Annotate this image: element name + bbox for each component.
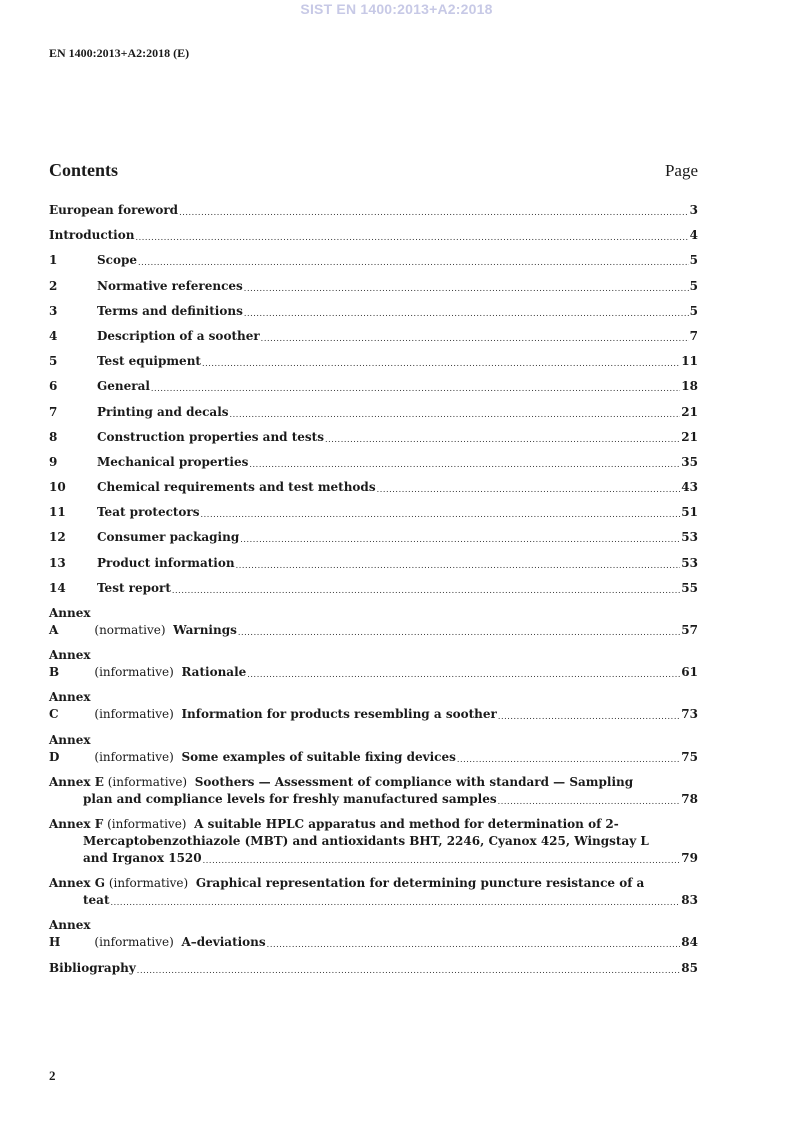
dot-leader xyxy=(179,206,689,219)
dot-leader xyxy=(377,483,681,496)
toc-entry-clause[interactable] xyxy=(49,328,698,345)
page-column-label: Page xyxy=(664,161,698,180)
dot-leader xyxy=(498,710,680,723)
annex-kind: (informative) xyxy=(108,876,189,891)
toc-entry-label: Printing and decals xyxy=(97,404,229,419)
dot-leader xyxy=(172,584,680,597)
annex-title-line: Graphical representation for determining puncture resistance of a xyxy=(195,876,645,891)
annex-kind: (informative) xyxy=(94,665,174,680)
annex-title-line: Information for products resembling a soother xyxy=(181,707,497,722)
toc-entry-body xyxy=(97,479,698,496)
document-id-header: EN 1400:2013+A2:2018 (E) xyxy=(49,46,190,60)
toc-entry-clause[interactable] xyxy=(49,252,698,269)
toc-entry-body xyxy=(49,960,698,977)
toc-entry-page: 18 xyxy=(681,379,698,394)
toc-entry-clause[interactable] xyxy=(49,404,698,421)
dot-leader xyxy=(498,795,681,808)
toc-entry-label: Teat protectors xyxy=(97,505,200,520)
toc-entry-front[interactable] xyxy=(49,227,698,244)
annex-title-line: Soothers — Assessment of compliance with standard — Sampling xyxy=(194,774,634,789)
toc-entry-page: 78 xyxy=(681,791,698,806)
annex-title-line: A suitable HPLC apparatus and method for determination of 2- xyxy=(194,816,619,831)
toc-entry-body xyxy=(97,328,698,345)
toc-entry-page: 5 xyxy=(689,278,698,293)
clause-number: 7 xyxy=(49,404,58,419)
toc-entry-body xyxy=(181,664,698,681)
dot-leader xyxy=(244,282,689,295)
toc-entry-page: 79 xyxy=(681,850,698,865)
clause-number: 1 xyxy=(49,253,58,268)
dot-leader xyxy=(111,896,681,909)
toc-entry-page: 5 xyxy=(689,253,698,268)
toc-entry-label: General xyxy=(97,379,150,394)
toc-entry-clause[interactable] xyxy=(49,529,698,546)
clause-number: 4 xyxy=(49,328,58,343)
dot-leader xyxy=(238,626,680,639)
toc-entry-body xyxy=(83,892,698,909)
annex-title-line: A–deviations xyxy=(181,935,266,950)
toc-entry-label: European foreword xyxy=(49,203,179,217)
toc-entry-annex[interactable] xyxy=(49,732,698,766)
toc-entry-label: Chemical requirements and test methods xyxy=(97,480,376,495)
toc-entry-page: 51 xyxy=(681,505,698,520)
annex-first-line xyxy=(49,732,698,766)
toc-entry-page: 11 xyxy=(681,354,698,369)
dot-leader xyxy=(261,332,689,345)
toc-entry-annex[interactable] xyxy=(49,816,698,867)
toc-entry-label: Construction properties and tests xyxy=(97,429,324,444)
annex-label: Annex G xyxy=(49,876,105,891)
toc-entry-annex[interactable] xyxy=(49,605,698,639)
toc-entry-label: Consumer packaging xyxy=(97,530,240,545)
table-of-contents xyxy=(49,202,698,985)
toc-entry-clause[interactable] xyxy=(49,454,698,471)
toc-entry-label: Product information xyxy=(97,555,235,570)
dot-leader xyxy=(138,256,689,269)
annex-continuation-line xyxy=(49,892,698,909)
toc-entry-annex[interactable] xyxy=(49,689,698,723)
toc-entry-annex[interactable] xyxy=(49,647,698,681)
annex-title-line: teat xyxy=(83,893,110,908)
dot-leader xyxy=(135,231,688,244)
clause-number: 5 xyxy=(49,354,58,369)
toc-entry-page: 43 xyxy=(681,480,698,495)
clause-number: 9 xyxy=(49,454,58,469)
dot-leader xyxy=(240,533,680,546)
annex-label: Annex B xyxy=(49,648,91,680)
annex-title-line: Warnings xyxy=(173,623,237,637)
toc-entry-body xyxy=(97,504,698,521)
annex-first-line xyxy=(49,605,698,639)
annex-kind: (informative) xyxy=(94,749,174,764)
toc-entry-body xyxy=(97,303,698,320)
toc-entry-page: 3 xyxy=(689,203,698,217)
dot-leader xyxy=(201,508,681,521)
toc-entry-label: Mechanical properties xyxy=(97,454,249,469)
annex-label: Annex F xyxy=(49,816,104,831)
toc-entry-clause[interactable] xyxy=(49,479,698,496)
toc-entry-label: Test report xyxy=(97,580,171,595)
toc-entry-page: 83 xyxy=(681,893,698,908)
annex-label: Annex A xyxy=(49,606,91,637)
toc-entry-page: 84 xyxy=(681,935,698,950)
toc-entry-body xyxy=(173,622,698,639)
toc-entry-label: Bibliography xyxy=(49,960,136,975)
annex-first-line xyxy=(49,917,698,951)
annex-continuation-line xyxy=(49,791,698,808)
toc-entry-body xyxy=(97,278,698,295)
annex-first-line xyxy=(49,774,698,791)
toc-entry-body xyxy=(97,555,698,572)
toc-entry-body xyxy=(49,227,698,244)
annex-kind: (informative) xyxy=(94,707,174,722)
dot-leader xyxy=(202,357,680,370)
toc-entry-page: 21 xyxy=(681,429,698,444)
toc-entry-body xyxy=(83,850,698,867)
toc-entry-body xyxy=(49,202,698,219)
toc-entry-body xyxy=(97,404,698,421)
annex-title-line: plan and compliance levels for freshly manufactured samples xyxy=(83,791,497,806)
annex-kind: (informative) xyxy=(94,935,174,950)
toc-entry-page: 61 xyxy=(681,665,698,680)
annex-first-line xyxy=(49,647,698,681)
toc-entry-page: 5 xyxy=(689,303,698,318)
dot-leader xyxy=(247,668,680,681)
toc-entry-body xyxy=(181,934,698,951)
clause-number: 8 xyxy=(49,429,58,444)
toc-entry-body xyxy=(181,749,698,766)
dot-leader xyxy=(203,854,681,867)
toc-entry-page: 75 xyxy=(681,749,698,764)
toc-entry-page: 35 xyxy=(681,454,698,469)
dot-leader xyxy=(151,382,680,395)
toc-entry-page: 7 xyxy=(689,328,698,343)
toc-entry-body xyxy=(181,706,698,723)
toc-entry-label: Terms and definitions xyxy=(97,303,243,318)
toc-entry-front[interactable] xyxy=(49,202,698,219)
annex-continuation-line xyxy=(49,850,698,867)
dot-leader xyxy=(457,753,680,766)
clause-number: 3 xyxy=(49,303,58,318)
contents-header xyxy=(49,160,698,181)
clause-number: 13 xyxy=(49,555,66,570)
annex-first-line xyxy=(49,875,698,892)
dot-leader xyxy=(236,559,681,572)
toc-entry-body xyxy=(97,252,698,269)
annex-title-line: and Irganox 1520 xyxy=(83,850,202,865)
annex-label: Annex H xyxy=(49,918,91,950)
annex-title-line: Some examples of suitable fixing devices xyxy=(181,749,456,764)
toc-entry-clause[interactable] xyxy=(49,555,698,572)
toc-entry-clause[interactable] xyxy=(49,353,698,370)
dot-leader xyxy=(249,458,680,471)
clause-number: 12 xyxy=(49,530,66,545)
toc-entry-label: Test equipment xyxy=(97,354,201,369)
annex-first-line xyxy=(49,689,698,723)
annex-title-line: Mercaptobenzothiazole (MBT) and antioxidants BHT, 2246, Cyanox 425, Wingstay L xyxy=(83,833,649,848)
annex-kind: (informative) xyxy=(107,816,187,831)
toc-entry-page: 4 xyxy=(689,228,698,243)
toc-entry-page: 55 xyxy=(681,580,698,595)
toc-entry-clause[interactable] xyxy=(49,429,698,446)
dot-leader xyxy=(267,938,681,951)
annex-continuation-line xyxy=(49,833,698,850)
clause-number: 2 xyxy=(49,278,58,293)
dot-leader xyxy=(325,433,680,446)
clause-number: 10 xyxy=(49,480,66,495)
toc-entry-label: Description of a soother xyxy=(97,328,260,343)
toc-entry-page: 53 xyxy=(681,555,698,570)
toc-entry-clause[interactable] xyxy=(49,278,698,295)
toc-entry-body xyxy=(83,791,698,808)
toc-entry-body xyxy=(97,353,698,370)
toc-entry-annex[interactable] xyxy=(49,917,698,951)
watermark: SIST EN 1400:2013+A2:2018 xyxy=(300,1,493,17)
annex-label: Annex D xyxy=(49,732,91,764)
toc-entry-clause[interactable] xyxy=(49,580,698,597)
clause-number: 6 xyxy=(49,379,58,394)
annex-kind: (informative) xyxy=(107,774,188,789)
toc-entry-page: 53 xyxy=(681,530,698,545)
clause-number: 14 xyxy=(49,580,66,595)
toc-entry-back[interactable] xyxy=(49,960,698,977)
contents-title: Contents xyxy=(49,160,119,180)
toc-entry-body xyxy=(97,580,698,597)
toc-entry-clause[interactable] xyxy=(49,378,698,395)
toc-entry-body xyxy=(97,454,698,471)
dot-leader xyxy=(244,307,689,320)
toc-entry-page: 21 xyxy=(681,404,698,419)
toc-entry-body xyxy=(97,378,698,395)
dot-leader xyxy=(230,408,681,421)
annex-first-line xyxy=(49,816,698,833)
toc-entry-annex[interactable] xyxy=(49,875,698,909)
clause-number: 11 xyxy=(49,505,66,520)
toc-entry-page: 85 xyxy=(681,960,698,975)
toc-entry-page: 57 xyxy=(681,623,698,637)
toc-entry-clause[interactable] xyxy=(49,504,698,521)
dot-leader xyxy=(137,964,681,977)
toc-entry-page: 73 xyxy=(681,707,698,722)
annex-label: Annex E xyxy=(49,774,104,789)
toc-entry-body xyxy=(97,529,698,546)
annex-kind: (normative) xyxy=(94,623,166,637)
annex-title-line: Rationale xyxy=(181,665,247,680)
toc-entry-label: Introduction xyxy=(49,228,135,243)
toc-entry-label: Normative references xyxy=(97,278,243,293)
toc-entry-body xyxy=(97,429,698,446)
toc-entry-clause[interactable] xyxy=(49,303,698,320)
page-number: 2 xyxy=(49,1068,56,1083)
annex-label: Annex C xyxy=(49,690,91,722)
toc-entry-label: Scope xyxy=(97,253,138,268)
toc-entry-annex[interactable] xyxy=(49,774,698,808)
